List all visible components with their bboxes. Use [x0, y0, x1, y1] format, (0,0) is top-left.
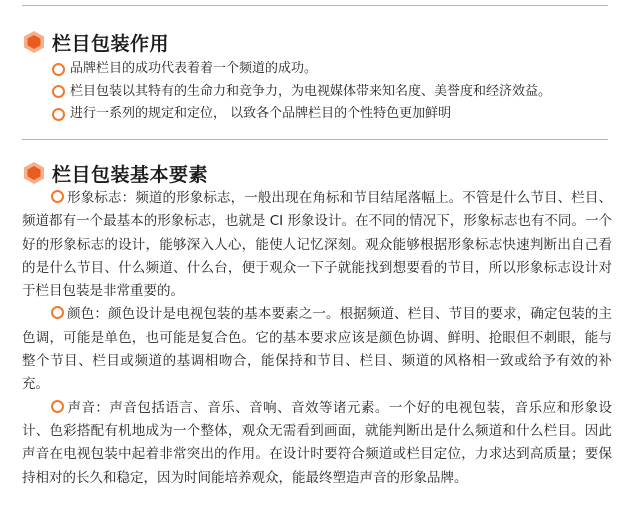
- hexagon-bullet-icon: [22, 30, 46, 54]
- list-item: [52, 81, 612, 104]
- circle-bullet-icon: [51, 306, 64, 319]
- list-item: [52, 58, 612, 81]
- circle-bullet-icon: [51, 400, 64, 413]
- paragraph-sound: [22, 397, 612, 490]
- list-item: [52, 103, 612, 126]
- circle-bullet-icon: [52, 108, 65, 121]
- section-title: 栏目包装作用: [52, 32, 170, 55]
- paragraph-color: [22, 303, 612, 396]
- top-divider: [22, 5, 608, 6]
- circle-bullet-icon: [52, 63, 65, 76]
- section-header-elements: [22, 160, 208, 186]
- paragraph-text: 形象标志：频道的形象标志，一般出现在角标和节目结尾落幅上。不管是什么节目、栏目、频道都有一个最基本的形象标志，也就是 CI 形象设计。在不同的情况下，形象标志也有不同。一个好的形象标志的设计，能够深入人心，能使人记忆深刻。观众能够根据形象标志快速判断出自己看的是什么节目、什么频道、什么台，便于观众一下子就能找到想要看的节目，所以形象标志设计对于栏目包装是非常重要的。: [22, 190, 612, 300]
- paragraph-logo: [22, 187, 612, 303]
- circle-bullet-icon: [51, 190, 64, 203]
- function-bullet-list: [52, 58, 612, 126]
- paragraph-text: 声音：声音包括语言、音乐、音响、音效等诸元素。一个好的电视包装，音乐应和形象设计、色彩搭配有机地成为一个整体，观众无需看到画面，就能判断出是什么频道和什么栏目。因此声音在电视包装中起着非常突出的作用。在设计时要符合频道或栏目定位，力求达到高质量；要保持相对的长久和稳定，因为时间能培养观众，能最终塑造声音的形象品牌。: [22, 399, 612, 486]
- section-header-function: [22, 29, 169, 55]
- section-title: 栏目包装基本要素: [52, 163, 209, 186]
- section-divider: [22, 139, 608, 140]
- list-item-text: 品牌栏目的成功代表着着一个频道的成功。: [70, 61, 318, 76]
- list-item-text: 栏目包装以其特有的生命力和竞争力，为电视媒体带来知名度、美誉度和经济效益。: [70, 83, 552, 99]
- paragraph-text: 颜色：颜色设计是电视包装的基本要素之一。根据频道、栏目、节目的要求，确定包装的主色调，可能是单色，也可能是复合色。它的基本要求应该是颜色协调、鲜明、抢眼但不刺眼，能与整个节目、栏目或频道的基调相吻合，能保持和节目、栏目、频道的风格相一致或给予有效的补充。: [22, 306, 612, 393]
- circle-bullet-icon: [52, 85, 65, 98]
- hexagon-bullet-icon: [22, 161, 46, 185]
- elements-body: [22, 187, 612, 490]
- list-item-text: 进行一系列的规定和定位， 以致各个品牌栏目的个性特色更加鲜明: [70, 106, 452, 121]
